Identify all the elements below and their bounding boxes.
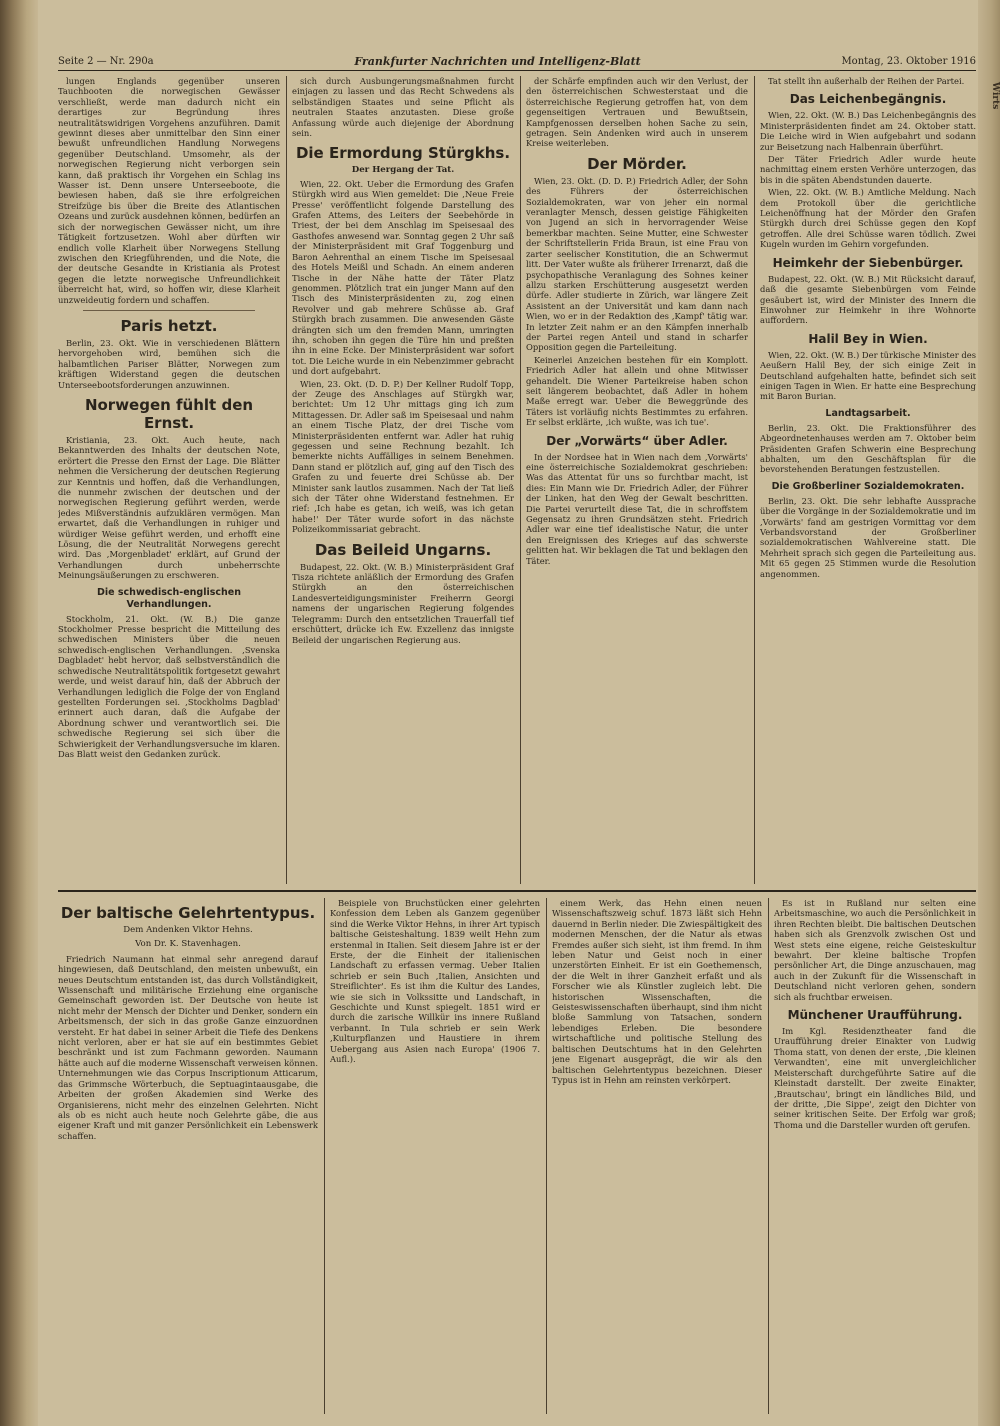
headline: Das Beileid Ungarns. bbox=[314, 540, 492, 559]
article-text: Wien, 22. Okt. (W. B.) Der türkische Minister des Aeußern Halil Bey, der sich einige Zeit in Deutschland aufgehalten hatte, befindet sich seit einigen Tagen in Wien. Er hatte eine Besprechung mit Baron Burian. bbox=[760, 349, 976, 402]
page-edge-right bbox=[978, 0, 1000, 1426]
article-text: Berlin, 23. Okt. Wie in verschiedenen Blättern hervorgehoben wird, bemühen sich die halbamtlichen Pariser Blätter, Norwegen zum kräftigen Widerstand gegen die deutschen Unterseebootsforderungen anzuwinnen. bbox=[58, 337, 280, 390]
article-text: Kristiania, 23. Okt. Auch heute, nach Bekanntwerden des Inhalts der deutschen Note, erörtert die Presse den Ernst der Lage. Die Blätter nehmen die Versicherung der deutschen Regierung zur Kenntnis und hoffen, daß die Verhandlungen, die nunmehr zwischen der deutschen und der norwegischen Regierung geführt werden, werde jedes Mißverständnis aufzuklären vermögen. Man erwartet, daß die Verhandlungen in ruhiger und würdiger Weise geführt werden, und erhofft eine Lösung, die der Neutralität Norwegens gerecht wird. Das ,Morgenbladet' erklärt, auf Grund der Verhandlungen durch unbeherrschte Meinungsäußerungen zu erschweren. bbox=[58, 434, 280, 581]
article-text: Budapest, 22. Okt. (W. B.) Ministerpräsident Graf Tisza richtete anläßlich der Ermordung des Grafen Stürgkh an den österreichischen Landesverteidigungsminister Freiherrn Georgi namens der ungarischen Regierung folgendes Telegramm: Durch den entsetzlichen Trauerfall tief erschüttert, drücke ich Ew. Exzellenz das innigste Beileid der ungarischen Regierung aus. bbox=[292, 561, 514, 645]
column-3 bbox=[526, 76, 748, 884]
article-text: Tat stellt ihn außerhalb der Reihen der Partei. bbox=[768, 76, 965, 86]
headline: Halil Bey in Wien. bbox=[808, 331, 928, 346]
issue-date: Montag, 23. Oktober 1916 bbox=[841, 55, 976, 67]
feuilleton-column-1 bbox=[58, 898, 318, 1414]
newspaper-page bbox=[58, 52, 976, 1414]
article-text: Im Kgl. Residenztheater fand die Uraufführung dreier Einakter von Ludwig Thoma statt, von denen der erste, ,Die kleinen Verwandten', eine mit unvergleichlicher Meisterschaft durchgeführte Satire auf die Kleinstadt darstellt. Der zweite Einakter, ,Brautschau', bringt ein ländliches Bild, und der dritte, ,Die Sippe', zeigt den Dichter von seiner kritischen Seite. Der Erfolg war groß; Thoma und die Darsteller wurden oft gerufen. bbox=[774, 1026, 976, 1130]
author-byline: Von Dr. K. Stavenhagen. bbox=[135, 939, 241, 950]
column-rule bbox=[520, 76, 521, 884]
headline: Münchener Uraufführung. bbox=[787, 1008, 963, 1023]
headline: Das Leichenbegängnis. bbox=[789, 92, 947, 107]
column-rule bbox=[754, 76, 755, 884]
article-text: In der Nordsee hat in Wien nach dem ,Vorwärts' eine österreichische Sozialdemokrat geschrieben: Was das Attentat für uns so furchtbar macht, ist dies: Ein Mann wie Dr. Friedrich Adler, der Führer der Linken, hat den Weg der Gewalt beschritten. Die Partei verurteilt diese Tat, die in schroffstem Gegensatz zu ihren Grundsätzen steht. Friedrich Adler war eine tief idealistische Natur, die unter den Ereignissen des Krieges auf das schwerste gelitten hat. Wir beklagen die Tat und beklagen den Täter. bbox=[526, 451, 748, 566]
feuilleton-column-2 bbox=[330, 898, 540, 1414]
feuilleton-rule bbox=[58, 890, 976, 892]
column-1 bbox=[58, 76, 280, 884]
article-text: Wien, 23. Okt. (D. D. P.) Der Kellner Rudolf Topp, der Zeuge des Anschlages auf Stürgkh war, berichtet: Um 12 Uhr mittags ging ich zum Mittagessen. Dr. Adler saß im Speisesaal und nahm an einem Tische Platz, der drei Tische vom Ministerpräsidenten entfernt war. Adler hat ruhig gegessen und seine Rechnung bezahlt. Ich bemerkte nichts Auffälliges in seinem Benehmen. Dann stand er plötzlich auf, ging auf den Tisch des Grafen zu und feuerte drei Schüsse ab. Der Minister sank lautlos zusammen. Nach der Tat ließ sich der Täter ohne Widerstand festnehmen. Er rief: ,Ich habe es getan, ich weiß, was ich getan habe!' Der Täter wurde sofort in das nächste Polizeikommissariat gebracht. bbox=[292, 378, 514, 535]
headline: Paris hetzt. bbox=[120, 316, 218, 335]
article-text: der Schärfe empfinden auch wir den Verlust, der den österreichischen Schwesterstaat und die österreichische Regierung getroffen hat, von dem gegenseitigen Vertrauen und Bewußtsein, Kampfgenossen derselben hohen Sache zu sein, getragen. Sein Andenken wird auch in unserem Kreise weiterleben. bbox=[526, 76, 748, 149]
article-text: Wien, 22. Okt. (W. B.) Das Leichenbegängnis des Ministerpräsidenten findet am 24. Oktober statt. Die Leiche wird in Wien aufgebahrt und sodann zur Beisetzung nach Halbenrain überführt. bbox=[760, 110, 976, 152]
column-4 bbox=[760, 76, 976, 884]
article-text: Budapest, 22. Okt. (W. B.) Mit Rücksicht darauf, daß die gesamte Siebenbürgen vom Feinde gesäubert ist, wird der Minister des Innern die Einwohner zur Heimkehr in ihre Wohnorte auffordern. bbox=[760, 273, 976, 326]
adjacent-page-fragment: Wirts bbox=[990, 82, 1000, 110]
subheadline: Landtagsarbeit. bbox=[825, 407, 911, 419]
article-text: Stockholm, 21. Okt. (W. B.) Die ganze Stockholmer Presse bespricht die Mitteilung des schwedischen Ministers über die neuen schwedisch-englischen Verhandlungen. ,Svenska Dagbladet' hebt hervor, daß selbstverständlich die schwedische Neutralitätspolitik fortgesetzt gewahrt werde, und weist darauf hin, daß der Abbruch der Verhandlungen lediglich die Folge der von England gestellten Forderungen sei. ,Stockholms Dagblad' erinnert auch daran, daß die Aufgabe der Abordnung schwer und verantwortlich sei. Die schwedische Regierung sei sich über die Schwierigkeit der Verhandlungsversuche im klaren. Das Blatt weist den Gedanken zurück. bbox=[58, 613, 280, 759]
separator bbox=[83, 310, 255, 311]
headline: Der Mörder. bbox=[587, 154, 687, 173]
headline: Die Ermordung Stürgkhs. bbox=[295, 144, 511, 163]
column-rule bbox=[768, 898, 769, 1414]
column-rule bbox=[324, 898, 325, 1414]
feuilleton-column-4 bbox=[774, 898, 976, 1414]
page-number: Seite 2 — Nr. 290a bbox=[58, 55, 154, 67]
column-2 bbox=[292, 76, 514, 884]
article-text: Beispiele von Bruchstücken einer gelehrten Konfession dem Leben als Ganzem gegenüber sind die Werke Viktor Hehns, in ihrer Art typisch baltische Geisteshaltung. 1839 weilt Hehn zum erstenmal in Italien. Seit diesem Jahre ist er der Erste, der die Einheit der italienischen Landschaft zu erfassen vermag. Ueber Italien schrieb er sein Buch ,Italien, Ansichten und Streiflichter'. Es ist ihm die Kultur des Landes, wie sie sich in Volkssitte und Landschaft, in Geschichte und Kunst spiegelt. 1851 wird er durch die zarische Willkür ins innere Rußland verbannt. In Tula schrieb er sein Werk ,Kulturpflanzen und Haustiere in ihrem Uebergang aus Asien nach Europa' (1906 7. Aufl.). bbox=[330, 898, 540, 1065]
article-text: Berlin, 23. Okt. Die sehr lebhafte Aussprache über die Vorgänge in der Sozialdemokratie und im ,Vorwärts' fand am gestrigen Vormittag vor dem Verbandsvorstand der Großberliner sozialdemokratischen Wahlvereine statt. Die Mehrheit sprach sich gegen die Parteileitung aus. Mit 65 gegen 25 Stimmen wurde die Resolution angenommen. bbox=[760, 495, 976, 579]
subheadline: Die Großberliner Sozialdemokraten. bbox=[771, 480, 965, 492]
feuilleton-column-3 bbox=[552, 898, 762, 1414]
headline: Der baltische Gelehrtentypus. bbox=[60, 904, 316, 922]
article-text: Keinerlei Anzeichen bestehen für ein Komplott. Friedrich Adler hat allein und ohne Mitwisser gehandelt. Die Wiener Parteikreise haben schon seit längerem beobachtet, daß Adler in hohem Maße erregt war. Ueber die Beweggründe des Täters ist vorläufig nichts Bestimmtes zu erfahren. Er selbst erklärte, ,ich wußte, was ich tue'. bbox=[526, 354, 748, 428]
page-edge-left bbox=[0, 0, 38, 1426]
article-text: Der Täter Friedrich Adler wurde heute nachmittag einem ersten Verhöre unterzogen, das bis in die späten Abendstunden dauerte. bbox=[760, 154, 976, 185]
article-text: Wien, 22. Okt. (W. B.) Amtliche Meldung. Nach dem Protokoll über die gerichtliche Leichenöffnung hat der Mörder den Grafen Stürgkh durch drei Schüsse gegen den Kopf getroffen. Alle drei Schüsse waren tödlich. Zwei Kugeln wurden im Gehirn vorgefunden. bbox=[760, 187, 976, 250]
article-text: Berlin, 23. Okt. Die Fraktionsführer des Abgeordnetenhauses werden am 7. Oktober beim Präsidenten Grafen Schwerin eine Besprechung abhalten, um den Geschäftsplan für die bevorstehenden Beratungen festzustellen. bbox=[760, 422, 976, 475]
article-text: Friedrich Naumann hat einmal sehr anregend darauf hingewiesen, daß Deutschland, den meisten unbewußt, ein neues Deutschtum entstanden ist, das durch Vollständigkeit, Wissenschaft und militärische Erziehung eine organische Gemeinschaft geworden ist. Der Deutsche von heute ist nicht mehr der Mensch der Dichter und Denker, sondern ein Arbeitsmensch, der sich in das große Ganze einzuordnen versteht. Er hat dabei in seiner Arbeit die Tiefe des Denkens nicht verloren, aber er hat sie auf ein bestimmtes Gebiet beschränkt und ist zum Fachmann geworden. Naumann hätte auch auf die moderne Wissenschaft verweisen können. Unternehmungen wie das Corpus Inscriptionum Atticarum, das Grimmsche Wörterbuch, die Septuagintaausgabe, die Arbeiten der großen Akademien sind Werke des Organisierens, nicht mehr des einzelnen Gelehrten. Nicht als ob es nicht auch heute noch Gelehrte gäbe, die aus eigener Kraft und mit ganzer Persönlichkeit ein Lebenswerk schaffen. bbox=[58, 953, 318, 1141]
newspaper-title: Frankfurter Nachrichten und Intelligenz-Blatt bbox=[354, 54, 641, 68]
column-rule bbox=[286, 76, 287, 884]
article-text: Wien, 22. Okt. Ueber die Ermordung des Grafen Stürgkh wird aus Wien gemeldet: Die ,Neue Freie Presse' veröffentlicht folgende Darstellung des Grafen Attems, des Leiters der Seebehörde in Triest, der bei dem Anschlag im Speisesaal des Gasthofes anwesend war. Sonntag gegen 2 Uhr saß der Ministerpräsident mit Graf Toggenburg und Baron Aehrenthal an einem Tische im Speisesaal des Hotels Meißl und Schadn. An einem anderen Tische in der Nähe hatte der Täter Platz genommen. Plötzlich trat ein junger Mann auf den Tisch des Ministerpräsidenten zu, zog einen Revolver und gab mehrere Schüsse ab. Graf Stürgkh brach zusammen. Die anwesenden Gäste drängten sich um den fremden Mann, umringten ihn, schoben ihn gegen die Türe hin und preßten ihn in eine Ecke. Der Ministerpräsident war sofort tot. Die Leiche wurde in ein Nebenzimmer gebracht und dort aufgebahrt. bbox=[292, 178, 514, 377]
masthead bbox=[58, 52, 976, 71]
subheadline: Der Hergang der Tat. bbox=[351, 165, 455, 176]
article-text: Wien, 23. Okt. (D. D. P.) Friedrich Adler, der Sohn des Führers der österreichischen Sozialdemokraten, war von jeher ein normal veranlagter Mensch, dessen geistige Fähigkeiten von Jugend an sich in hervorragender Weise bemerkbar machten. Seine Mutter, eine Schwester der Schriftstellerin Frida Braun, ist eine Frau von zarter seelischer Konstitution, die an Schwermut litt. Der Vater wußte als früherer Irrenarzt, daß die psychopathische Veranlagung des Sohnes keiner allzu starken Erschütterung ausgesetzt werden dürfe. Adler studierte in Zürich, war längere Zeit Assistent an der Universität und kam dann nach Wien, wo er in der Redaktion des ,Kampf' tätig war. In letzter Zeit nahm er an den Kämpfen innerhalb der Partei regen Anteil und stand in scharfer Opposition gegen die Parteileitung. bbox=[526, 175, 748, 353]
article-text: sich durch Ausbungerungsmaßnahmen furcht einjagen zu lassen und das Recht Schwedens als selbständigen Staates und seine Pflicht als neutralen Staates anzutasten. Diese große Anfassung würde auch diejenige der Abordnung sein. bbox=[292, 76, 514, 139]
headline: Der „Vorwärts“ über Adler. bbox=[546, 433, 728, 448]
dedication: Dem Andenken Viktor Hehns. bbox=[123, 925, 253, 935]
headline: Norwegen fühlt den Ernst. bbox=[84, 395, 254, 432]
article-text: einem Werk, das Hehn einen neuen Wissenschaftszweig schuf. 1873 läßt sich Hehn dauernd in Berlin nieder. Die Zwiespältigkeit des modernen Menschen, der die Natur als etwas Fremdes außer sich sieht, ist ihm fremd. In ihm leben Natur und Geist noch in einer unzerstörten Einheit. Er ist ein Goethemensch, der die Welt in ihrer Ganzheit erfaßt und als Forscher wie als Künstler zugleich lebt. Die historischen Wissenschaften, die Geisteswissenschaften überhaupt, sind ihm nicht bloße Sammlung von Tatsachen, sondern lebendiges Erleben. Die besondere wirtschaftliche und politische Stellung des baltischen Deutschtums hat in den Gelehrten jene Eigenart ausgeprägt, die wir als den baltischen Gelehrtentypus bezeichnen. Dieser Typus ist in Hehn am reinsten verkörpert. bbox=[552, 898, 762, 1085]
column-rule bbox=[546, 898, 547, 1414]
subheadline: Die schwedisch-englischen Verhandlungen. bbox=[97, 586, 241, 610]
article-text: Es ist in Rußland nur selten eine Arbeitsmaschine, wo auch die Persönlichkeit in ihren Rechten bleibt. Die baltischen Deutschen haben sich als Grenzvolk zwischen Ost und West stets eine eigene, reiche Geisteskultur bewahrt. Der kleine baltische Tropfen persönlicher Art, die Dinge anzuschauen, mag auch in der Zukunft für die Wissenschaft in Deutschland nicht verloren gehen, sondern sich als fruchtbar erweisen. bbox=[774, 898, 976, 1002]
headline: Heimkehr der Siebenbürger. bbox=[772, 255, 964, 270]
article-text: lungen Englands gegenüber unseren Tauchbooten die norwegischen Gewässer verschließt, werde man dadurch nicht ein derartiges zur Begründung ihres neutralitätswidrigen Vorgehens anzuführen. Damit gewinnt dieses aber unmittelbar den Sinn einer bewußt unfreundlichen Handlung Norwegens gegenüber Deutschland. Umsomehr, als der norwegischen Regierung nicht verborgen sein kann, daß praktisch ihr Vorgehen ein Schlag ins Wasser ist. Denn unsere Unterseeboote, die bewiesen haben, daß sie ihre erfolgreichen Streifzüge bis über die Breite des Atlantischen Ozeans und zurück ausdehnen können, bedürfen an sich der norwegischen Gewässer nicht, um ihre Tätigkeit fortzusetzen. Wohl aber dürften wir endlich volle Klarheit über Norwegens Stellung zwischen den Kriegführenden, und die Note, die der deutsche Gesandte in Kristiania als Protest gegen die letzte norwegische Unfreundlichkeit überreicht hat, wird, so hoffen wir, diese Klarheit unzweideutig fordern und schaffen. bbox=[58, 76, 280, 305]
